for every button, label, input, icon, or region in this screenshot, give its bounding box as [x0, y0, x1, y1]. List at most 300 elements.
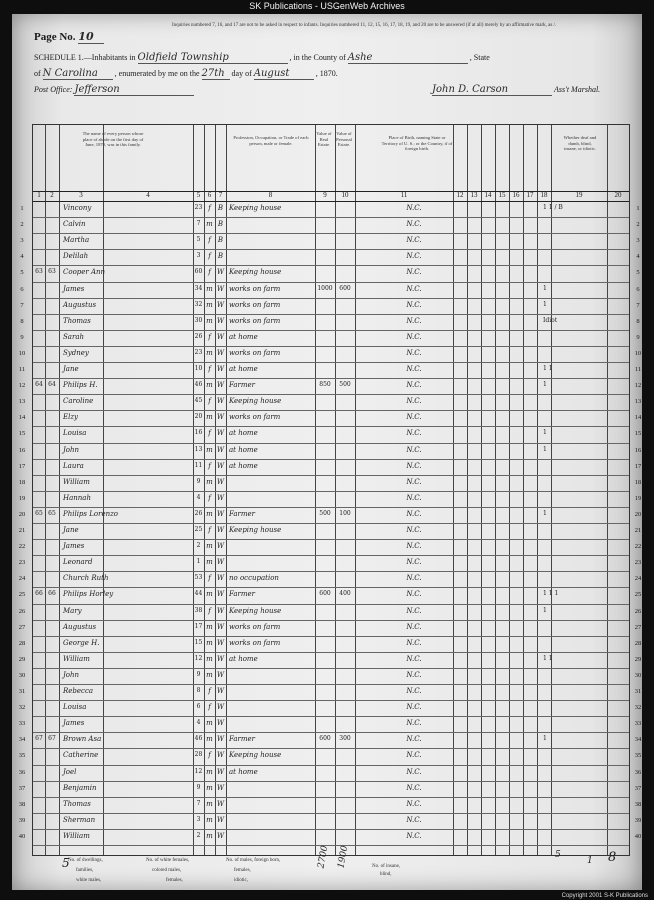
sex-cell: f — [208, 687, 211, 695]
marks-cell: 1 — [543, 735, 547, 743]
row-number: 10 — [18, 349, 26, 357]
table-row — [18, 765, 642, 781]
race-cell: W — [216, 381, 225, 390]
race-cell: W — [216, 574, 225, 583]
sex-cell: m — [206, 445, 213, 454]
marks-cell: 1 — [543, 300, 547, 308]
row-number: 1 — [636, 205, 640, 212]
footer-tally-b: 1 — [587, 856, 593, 866]
age-cell: 30 — [194, 316, 203, 324]
occupation-cell: works on farm — [229, 348, 281, 357]
row-number: 3 — [636, 237, 640, 245]
occupation-cell: at home — [229, 332, 258, 341]
table-row — [18, 620, 642, 636]
sex-cell: m — [206, 477, 213, 486]
row-number: 2 — [636, 221, 640, 229]
table-row — [18, 587, 642, 603]
age-cell: 60 — [194, 268, 203, 276]
row-number: 33 — [18, 720, 26, 728]
person-name: Catherine — [63, 751, 99, 760]
race-cell: B — [217, 204, 224, 212]
race-cell: W — [216, 799, 225, 808]
row-number: 23 — [18, 559, 26, 567]
row-number: 20 — [634, 510, 642, 518]
race-cell: W — [216, 670, 225, 679]
dwelling-number: 65 — [35, 509, 43, 517]
row-number: 31 — [18, 688, 26, 695]
race-cell: W — [216, 316, 225, 325]
occupation-cell: at home — [229, 445, 258, 454]
sex-cell: m — [206, 783, 213, 792]
age-cell: 16 — [194, 429, 203, 437]
sex-cell: m — [206, 638, 213, 647]
race-cell: W — [216, 445, 225, 454]
family-number: 65 — [48, 509, 56, 517]
race-cell: W — [216, 429, 225, 438]
row-number: 12 — [18, 382, 26, 390]
person-name: Philips Horley — [63, 590, 114, 599]
row-number: 11 — [18, 366, 26, 373]
sex-cell: m — [206, 590, 213, 599]
occupation-cell: works on farm — [229, 622, 281, 631]
family-number: 64 — [48, 381, 56, 389]
birthplace-cell: N.C. — [406, 493, 422, 502]
col-7-header: Profession, Occupation, or Trade of each person, male or female. — [233, 135, 309, 146]
marks-cell: 1 — [543, 606, 547, 614]
row-number: 25 — [634, 591, 642, 599]
occupation-cell: works on farm — [229, 638, 281, 647]
person-name: Sydney — [63, 348, 89, 357]
race-cell: W — [216, 461, 225, 470]
marshal-line: John D. Carson Ass't Marshal. — [432, 84, 601, 95]
row-number: 9 — [636, 333, 640, 341]
person-name: Delilah — [63, 252, 89, 261]
race-cell: W — [216, 509, 225, 518]
row-number: 38 — [18, 800, 26, 808]
table-row — [20, 233, 640, 249]
row-number: 32 — [18, 704, 26, 712]
table-row — [18, 716, 642, 732]
birthplace-cell: N.C. — [406, 526, 422, 534]
county-name: Ashe — [348, 52, 468, 64]
age-cell: 1 — [196, 558, 201, 566]
age-cell: 2 — [196, 542, 201, 550]
real-estate-cell: 600 — [319, 590, 331, 598]
row-number: 37 — [18, 784, 26, 792]
column-number: 17 — [526, 191, 534, 199]
sex-cell: f — [208, 606, 211, 615]
race-cell: B — [217, 220, 224, 229]
race-cell: B — [217, 236, 224, 245]
col-9-header: Value of Personal Estate. — [336, 131, 352, 147]
footer-dwellings: No. of dwellings, — [68, 858, 103, 863]
sex-cell: m — [206, 622, 213, 631]
table-row — [18, 732, 642, 748]
row-number: 39 — [634, 816, 642, 824]
table-row — [18, 426, 642, 442]
table-row — [20, 330, 640, 346]
real-estate-cell: 500 — [319, 509, 331, 517]
row-number: 18 — [634, 478, 642, 486]
row-number: 40 — [634, 832, 642, 840]
row-number: 27 — [634, 623, 642, 631]
birthplace-cell: N.C. — [406, 204, 422, 212]
age-cell: 3 — [196, 815, 201, 823]
row-number: 20 — [18, 510, 26, 518]
race-cell: W — [216, 300, 225, 309]
dwelling-number: 67 — [35, 735, 43, 743]
person-name: Church Ruth — [63, 574, 109, 583]
row-number: 8 — [636, 317, 640, 325]
birthplace-cell: N.C. — [406, 670, 422, 679]
row-number: 29 — [634, 655, 642, 663]
sex-cell: m — [206, 558, 213, 567]
person-name: Cooper Ann — [63, 268, 106, 277]
birthplace-cell: N.C. — [406, 477, 422, 486]
footer-tally-a: 5 — [555, 850, 561, 860]
row-number: 29 — [18, 655, 26, 663]
person-name: William — [63, 831, 90, 840]
occupation-cell: at home — [229, 654, 258, 663]
row-number: 35 — [634, 752, 642, 760]
age-cell: 53 — [194, 574, 203, 582]
footer-white-males: white males, — [76, 878, 102, 883]
person-name: James — [63, 542, 85, 551]
table-row — [18, 539, 642, 555]
person-name: Augustus — [63, 300, 97, 309]
real-estate-cell: 600 — [319, 735, 331, 743]
col-18-header: Whether deaf and dumb, blind, insane, or idiotic. — [563, 135, 597, 151]
table-row — [18, 636, 642, 652]
birthplace-cell: N.C. — [406, 252, 422, 261]
age-cell: 2 — [196, 831, 201, 839]
table-row — [18, 668, 642, 684]
sex-cell: m — [206, 767, 213, 776]
table-row — [18, 813, 642, 829]
age-cell: 5 — [196, 236, 201, 244]
marks-cell: 1 — [543, 429, 547, 437]
person-name: Sarah — [63, 332, 84, 341]
row-number: 9 — [20, 333, 24, 341]
table-row — [18, 507, 642, 523]
row-number: 14 — [18, 414, 26, 422]
birthplace-cell: N.C. — [406, 542, 422, 551]
row-number: 21 — [18, 527, 26, 534]
age-cell: 12 — [194, 654, 203, 662]
table-row — [18, 459, 642, 475]
sex-cell: m — [206, 316, 213, 325]
marks-cell: 1 — [543, 509, 547, 517]
footer-insane: No. of insane, — [372, 864, 401, 869]
race-cell: W — [216, 654, 225, 663]
row-number: 11 — [634, 366, 642, 373]
column-number: 9 — [323, 191, 327, 199]
age-cell: 6 — [196, 703, 201, 711]
occupation-cell: Farmer — [229, 509, 256, 518]
age-cell: 45 — [194, 397, 203, 405]
birthplace-cell: N.C. — [406, 429, 422, 438]
age-cell: 34 — [194, 284, 203, 292]
table-row — [18, 684, 642, 700]
row-number: 8 — [20, 317, 24, 325]
copyright-notice: Copyright 2001 S-K Publications — [561, 893, 648, 899]
table-row — [18, 652, 642, 668]
race-cell: W — [216, 783, 225, 792]
age-cell: 44 — [194, 590, 203, 598]
row-number: 28 — [18, 639, 26, 647]
row-number: 26 — [634, 607, 642, 615]
table-row — [18, 491, 642, 507]
birthplace-cell: N.C. — [406, 365, 422, 373]
race-cell: W — [216, 751, 225, 760]
family-number: 67 — [48, 735, 56, 743]
marks-cell: Idiot — [543, 316, 558, 324]
row-number: 38 — [634, 800, 642, 808]
race-cell: W — [216, 735, 225, 744]
sex-cell: f — [208, 332, 211, 341]
birthplace-cell: N.C. — [406, 735, 422, 744]
birthplace-cell: N.C. — [406, 831, 422, 840]
race-cell: W — [216, 606, 225, 615]
table-row — [18, 700, 642, 716]
sex-cell: f — [208, 703, 211, 712]
age-cell: 7 — [196, 220, 201, 228]
footer-col-females: females, — [166, 878, 183, 883]
birthplace-cell: N.C. — [406, 461, 422, 470]
table-row — [18, 748, 642, 764]
birthplace-cell: N.C. — [406, 236, 422, 245]
column-number: 1 — [37, 191, 41, 199]
person-name: William — [63, 654, 90, 663]
column-number: 7 — [218, 191, 223, 199]
table-row — [18, 604, 642, 620]
race-cell: W — [216, 815, 225, 824]
age-cell: 4 — [196, 493, 201, 501]
age-cell: 32 — [194, 300, 203, 308]
person-name: Philips H. — [63, 381, 98, 390]
row-number: 36 — [18, 768, 26, 776]
sex-cell: m — [206, 542, 213, 551]
table-row — [20, 282, 640, 298]
footer-total-real: 2700 — [316, 844, 331, 870]
sex-cell: f — [208, 268, 211, 277]
age-cell: 15 — [194, 638, 203, 646]
row-number: 6 — [20, 285, 24, 293]
occupation-cell: at home — [229, 767, 258, 776]
sex-cell: f — [208, 493, 211, 502]
person-name: Thomas — [63, 316, 91, 325]
col-8-header: Value of Real Estate. — [316, 131, 332, 147]
marks-cell: 1 1 — [543, 365, 553, 372]
age-cell: 4 — [196, 719, 201, 727]
occupation-cell: Farmer — [229, 590, 256, 599]
sex-cell: f — [208, 204, 211, 212]
table-row — [18, 475, 642, 491]
row-number: 37 — [634, 784, 642, 792]
person-name: John — [63, 445, 80, 454]
table-row — [18, 378, 642, 394]
row-number: 35 — [18, 752, 26, 760]
table-row — [20, 265, 640, 281]
col-10-header: Place of Birth, naming State or Territory of U. S.; or the Country, if of foreign birth. — [381, 135, 453, 151]
row-number: 24 — [18, 575, 26, 583]
footer-females: females, — [234, 868, 251, 873]
birthplace-cell: N.C. — [406, 397, 422, 406]
footer-males-foreign: No. of males, foreign born, — [226, 858, 281, 863]
row-number: 31 — [634, 688, 642, 695]
census-table — [18, 124, 642, 856]
column-number: 19 — [575, 191, 583, 199]
sex-cell: m — [206, 654, 213, 663]
enum-day: 27th — [202, 68, 230, 80]
row-number: 34 — [634, 736, 642, 744]
race-cell: W — [216, 526, 225, 534]
table-row — [18, 523, 642, 539]
table-row — [20, 249, 640, 265]
column-number: 5 — [196, 191, 201, 199]
sex-cell: f — [208, 397, 211, 406]
column-number: 10 — [341, 191, 349, 199]
race-cell: B — [217, 252, 224, 261]
row-number: 5 — [20, 269, 24, 277]
birthplace-cell: N.C. — [406, 751, 422, 760]
row-number: 16 — [18, 446, 26, 454]
enum-month: August — [254, 68, 314, 80]
birthplace-cell: N.C. — [406, 332, 422, 341]
occupation-cell: at home — [229, 429, 258, 438]
birthplace-cell: N.C. — [406, 590, 422, 599]
race-cell: W — [216, 284, 225, 293]
row-number: 4 — [636, 253, 640, 261]
birthplace-cell: N.C. — [406, 316, 422, 325]
table-row — [18, 829, 642, 845]
dwelling-number: 63 — [35, 268, 43, 276]
age-cell: 10 — [194, 365, 203, 372]
sex-cell: m — [206, 719, 213, 728]
page-number-label: Page No. 10 — [34, 30, 104, 44]
row-number: 7 — [20, 301, 24, 309]
sex-cell: m — [206, 300, 213, 309]
age-cell: 25 — [194, 526, 203, 533]
row-number: 2 — [20, 221, 24, 229]
birthplace-cell: N.C. — [406, 445, 422, 454]
marks-cell: 1 — [543, 445, 547, 453]
occupation-cell: Keeping house — [229, 204, 282, 212]
row-number: 36 — [634, 768, 642, 776]
state-name: N Carolina — [43, 68, 113, 80]
person-name: Caroline — [63, 397, 94, 406]
row-number: 22 — [634, 543, 642, 551]
race-cell: W — [216, 719, 225, 728]
row-number: 10 — [634, 349, 642, 357]
birthplace-cell: N.C. — [406, 509, 422, 518]
row-number: 12 — [634, 382, 642, 390]
person-name: Benjamin — [63, 783, 97, 792]
column-number: 3 — [79, 191, 83, 199]
person-name: Joel — [63, 767, 77, 776]
archive-watermark: SK Publications - USGenWeb Archives — [249, 1, 405, 11]
sex-cell: f — [208, 751, 211, 760]
age-cell: 9 — [196, 477, 201, 485]
birthplace-cell: N.C. — [406, 703, 422, 712]
marks-cell: 1 — [543, 284, 547, 292]
marshal-signature: John D. Carson — [432, 84, 552, 96]
race-cell: W — [216, 493, 225, 502]
age-cell: 26 — [194, 332, 203, 340]
person-name: Louisa — [63, 429, 87, 438]
row-number: 25 — [18, 591, 26, 599]
person-name: Philips Lorenzo — [63, 509, 118, 518]
family-number: 66 — [48, 590, 56, 598]
col-3-header: The name of every person whose place of abode on the first day of June, 1870, was in this family. — [82, 131, 144, 147]
row-number: 30 — [634, 671, 642, 679]
state-line: of N Carolina , enumerated by me on the 27th day of August , 1870. — [34, 68, 338, 79]
birthplace-cell: N.C. — [406, 783, 422, 792]
occupation-cell: works on farm — [229, 413, 281, 422]
occupation-cell: works on farm — [229, 284, 281, 293]
column-number: 14 — [484, 191, 492, 199]
occupation-cell: Keeping house — [229, 268, 282, 277]
row-number: 40 — [18, 832, 26, 840]
age-cell: 46 — [194, 381, 203, 389]
birthplace-cell: N.C. — [406, 413, 422, 422]
row-number: 14 — [634, 414, 642, 422]
race-cell: W — [216, 831, 225, 840]
occupation-cell: at home — [229, 365, 258, 373]
real-estate-cell: 850 — [319, 381, 331, 389]
table-row — [20, 217, 640, 233]
age-cell: 3 — [196, 252, 201, 260]
race-cell: W — [216, 767, 225, 776]
birthplace-cell: N.C. — [406, 381, 422, 390]
row-number: 5 — [636, 269, 640, 277]
marks-cell: 1 1 — [543, 654, 553, 662]
person-name: Rebecca — [63, 687, 94, 695]
occupation-cell: at home — [229, 461, 258, 470]
row-number: 21 — [634, 527, 642, 534]
birthplace-cell: N.C. — [406, 622, 422, 631]
footer-families: families, — [76, 868, 94, 873]
personal-estate-cell: 300 — [339, 735, 351, 743]
occupation-cell: Keeping house — [229, 751, 282, 760]
person-name: Martha — [63, 236, 90, 245]
column-number: 12 — [456, 191, 464, 199]
row-number: 15 — [18, 430, 26, 438]
person-name: Laura — [63, 461, 84, 470]
person-name: Calvin — [63, 220, 86, 229]
footer-white-females: No. of white females, — [146, 858, 190, 863]
person-name: Thomas — [63, 799, 91, 808]
race-cell: W — [216, 638, 225, 647]
occupation-cell: Keeping house — [229, 397, 282, 406]
birthplace-cell: N.C. — [406, 719, 422, 728]
age-cell: 23 — [194, 348, 203, 356]
race-cell: W — [216, 348, 225, 357]
marks-cell: 1 1 1 — [543, 590, 559, 598]
personal-estate-cell: 500 — [339, 381, 351, 389]
row-number: 32 — [634, 704, 642, 712]
marks-cell: 1 — [543, 381, 547, 389]
column-number: 20 — [614, 191, 622, 199]
personal-estate-cell: 600 — [339, 284, 351, 292]
row-number: 13 — [18, 398, 26, 406]
table-row — [18, 394, 642, 410]
real-estate-cell: 1000 — [317, 284, 333, 292]
footer-tally-dwellings: 5 — [62, 856, 70, 870]
person-name: James — [63, 719, 85, 728]
occupation-cell: Farmer — [229, 381, 256, 390]
row-number: 6 — [636, 285, 640, 293]
